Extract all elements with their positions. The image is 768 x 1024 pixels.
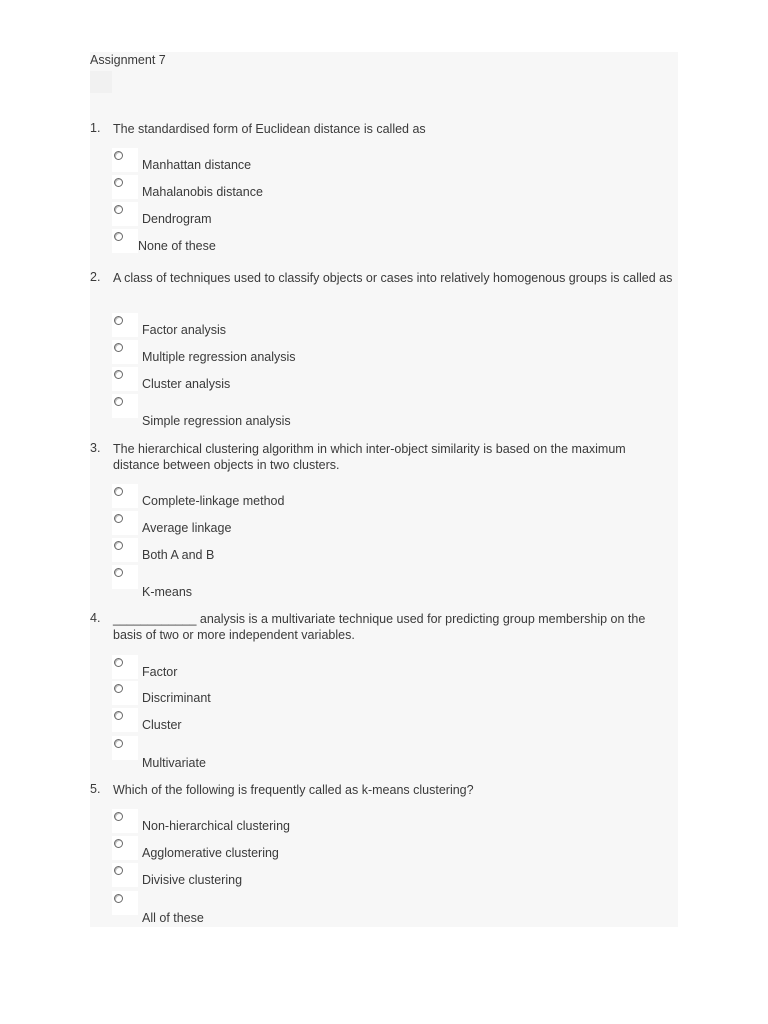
q4-option-d[interactable]: [112, 736, 412, 770]
q5-option-a[interactable]: [112, 809, 412, 836]
question-number: 3.: [90, 441, 101, 455]
q2-option-b[interactable]: [112, 340, 412, 367]
option-label: Simple regression analysis: [142, 414, 291, 428]
q2-option-c[interactable]: [112, 367, 412, 394]
q5-option-c[interactable]: [112, 863, 412, 890]
radio-area: [112, 708, 138, 732]
radio-area: [112, 836, 138, 860]
radio-area: [112, 511, 138, 535]
radio-button-icon[interactable]: [114, 568, 123, 577]
option-label: Cluster analysis: [142, 377, 231, 391]
radio-button-icon[interactable]: [114, 812, 123, 821]
q4-option-c[interactable]: [112, 708, 412, 735]
assignment-title: Assignment 7: [90, 53, 166, 67]
radio-area: [112, 809, 138, 833]
radio-area: [112, 148, 138, 172]
option-label: Factor: [142, 665, 178, 679]
radio-button-icon[interactable]: [114, 711, 123, 720]
question-number: 5.: [90, 782, 101, 796]
option-label: Multiple regression analysis: [142, 350, 296, 364]
radio-area: [112, 655, 138, 679]
q1-option-d[interactable]: [112, 229, 412, 256]
radio-area: [112, 202, 138, 226]
q3-option-c[interactable]: [112, 538, 412, 565]
radio-area: [112, 229, 138, 253]
radio-area: [112, 863, 138, 887]
option-label: Factor analysis: [142, 323, 227, 337]
question-text: The standardised form of Euclidean distance is called as: [113, 122, 426, 136]
option-label: Non-hierarchical clustering: [142, 819, 290, 833]
radio-area: [112, 891, 138, 915]
option-label: K-means: [142, 585, 193, 599]
question-text: Which of the following is frequently called as k-means clustering?: [113, 783, 474, 797]
q1-option-b[interactable]: [112, 175, 412, 202]
radio-button-icon[interactable]: [114, 866, 123, 875]
q3-option-b[interactable]: [112, 511, 412, 538]
option-label: Mahalanobis distance: [142, 185, 263, 199]
q3-option-d[interactable]: [112, 565, 412, 599]
question-text: ____________ analysis is a multivariate technique used for predicting group membership on the basis of two or more independent variables.: [113, 612, 646, 642]
radio-area: [112, 681, 138, 705]
radio-button-icon[interactable]: [114, 894, 123, 903]
option-label: Agglomerative clustering: [142, 846, 279, 860]
option-label: Divisive clustering: [142, 873, 243, 887]
option-label: Dendrogram: [142, 212, 212, 226]
radio-area: [112, 313, 138, 337]
option-label: Both A and B: [142, 548, 215, 562]
q1-option-a[interactable]: [112, 148, 412, 175]
radio-area: [112, 484, 138, 508]
radio-button-icon[interactable]: [114, 839, 123, 848]
option-label: Average linkage: [142, 521, 232, 535]
radio-button-icon[interactable]: [114, 739, 123, 748]
radio-area: [112, 565, 138, 589]
q5-option-b[interactable]: [112, 836, 412, 863]
radio-button-icon[interactable]: [114, 205, 123, 214]
radio-button-icon[interactable]: [114, 541, 123, 550]
radio-button-icon[interactable]: [114, 232, 123, 241]
option-label: Multivariate: [142, 756, 206, 770]
radio-button-icon[interactable]: [114, 684, 123, 693]
radio-button-icon[interactable]: [114, 397, 123, 406]
option-label: Complete-linkage method: [142, 494, 285, 508]
title-spacer: [90, 71, 112, 93]
question-number: 1.: [90, 121, 101, 135]
question-number: 2.: [90, 270, 101, 284]
radio-area: [112, 175, 138, 199]
q4-option-a[interactable]: [112, 655, 412, 682]
q4-option-b[interactable]: [112, 681, 412, 708]
radio-button-icon[interactable]: [114, 487, 123, 496]
q3-option-a[interactable]: [112, 484, 412, 511]
option-label: Manhattan distance: [142, 158, 252, 172]
q5-option-d[interactable]: [112, 891, 412, 925]
option-label: None of these: [138, 239, 216, 253]
question-text: The hierarchical clustering algorithm in which inter-object similarity is based on the maximum distance between objects in two clusters.: [113, 442, 626, 472]
radio-area: [112, 538, 138, 562]
radio-button-icon[interactable]: [114, 151, 123, 160]
radio-button-icon[interactable]: [114, 370, 123, 379]
radio-button-icon[interactable]: [114, 343, 123, 352]
q1-option-c[interactable]: [112, 202, 412, 229]
radio-area: [112, 736, 138, 760]
radio-button-icon[interactable]: [114, 316, 123, 325]
option-label: Cluster: [142, 718, 182, 732]
q2-option-d[interactable]: [112, 394, 412, 428]
option-label: Discriminant: [142, 691, 211, 705]
option-label: All of these: [142, 911, 204, 925]
question-text: A class of techniques used to classify objects or cases into relatively homogenous groups is called as: [113, 271, 673, 285]
radio-area: [112, 394, 138, 418]
radio-button-icon[interactable]: [114, 178, 123, 187]
radio-button-icon[interactable]: [114, 658, 123, 667]
radio-area: [112, 340, 138, 364]
radio-button-icon[interactable]: [114, 514, 123, 523]
q2-option-a[interactable]: [112, 313, 412, 340]
question-number: 4.: [90, 611, 101, 625]
radio-area: [112, 367, 138, 391]
